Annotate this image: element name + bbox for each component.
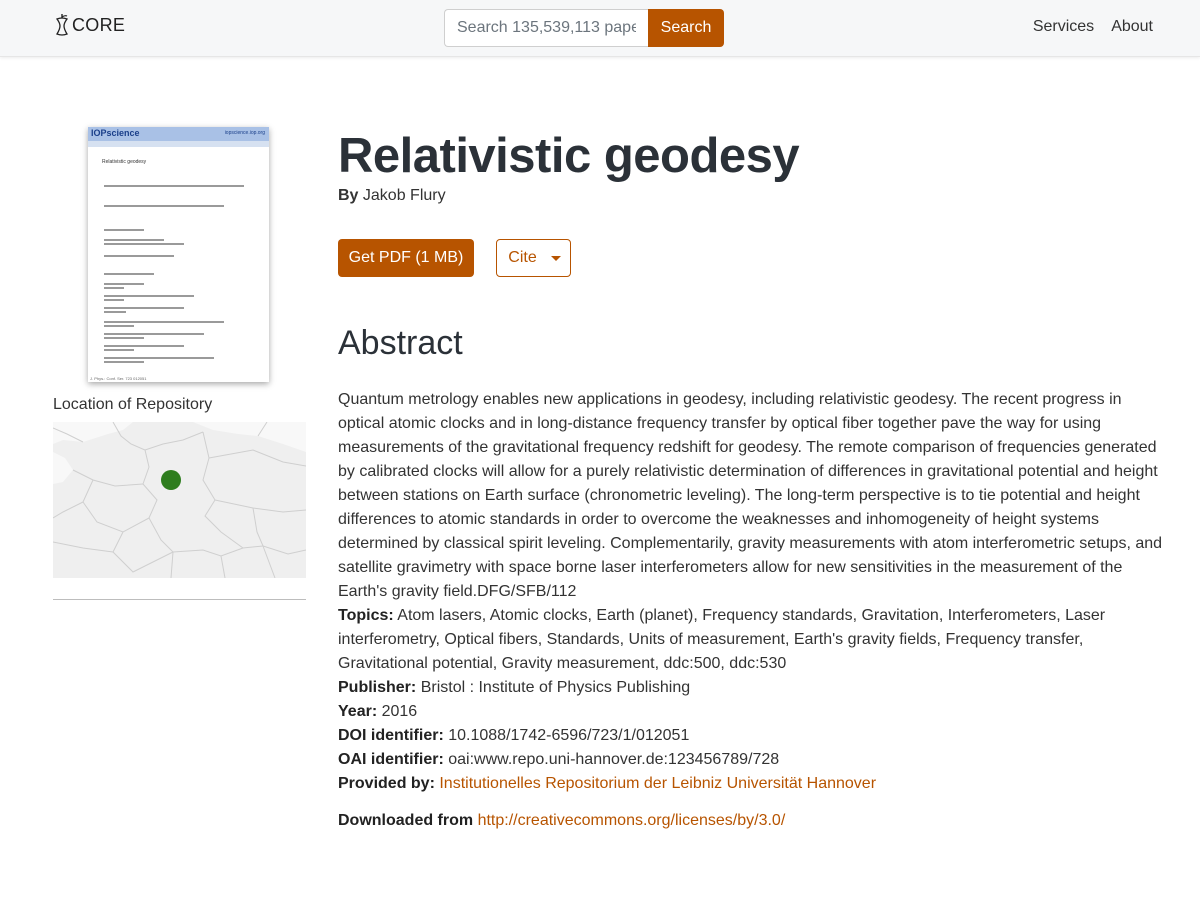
thumbnail-text-lines	[88, 127, 269, 382]
topics-value: Atom lasers, Atomic clocks, Earth (planet), Frequency standards, Gravitation, Interferometers, Laser interferometry, Optical fibers, Standards, Units of measurement, Earth's gravity fields, Frequency transfer, Gravitational potential, Gravity measurement, ddc:500, ddc:530	[338, 607, 1106, 672]
publisher-label: Publisher:	[338, 679, 417, 696]
doi-value: 10.1088/1742-6596/723/1/012051	[448, 727, 690, 744]
downloaded-from-link[interactable]: http://creativecommons.org/licenses/by/3.0/	[477, 812, 786, 829]
downloaded-from-label: Downloaded from	[338, 812, 474, 829]
sidebar-divider	[53, 599, 306, 600]
publisher-value: Bristol : Institute of Physics Publishing	[420, 679, 691, 696]
oai-value: oai:www.repo.uni-hannover.de:123456789/728	[448, 751, 780, 768]
provided-by-row	[338, 772, 1168, 796]
nav-about[interactable]: About	[1111, 18, 1153, 35]
cite-dropdown-button[interactable]	[496, 239, 571, 277]
cite-label: Cite	[508, 249, 537, 266]
caret-down-icon	[551, 256, 561, 261]
downloaded-from-row	[338, 812, 785, 830]
paper-title: Relativistic geodesy	[338, 129, 800, 183]
abstract-heading: Abstract	[338, 324, 463, 362]
apple-core-icon	[54, 13, 70, 37]
year-label: Year:	[338, 703, 378, 720]
search-button[interactable]: Search	[648, 9, 724, 47]
topics-row	[338, 604, 1168, 676]
provided-by-label: Provided by:	[338, 775, 435, 792]
core-logo[interactable]	[54, 13, 125, 37]
provided-by-link[interactable]: Institutionelles Repositorium der Leibniz Universität Hannover	[439, 775, 877, 792]
thumbnail-footer: J. Phys.: Conf. Ser. 723 012051	[90, 376, 147, 381]
repository-marker[interactable]	[161, 470, 181, 490]
topics-label: Topics:	[338, 607, 394, 624]
thumbnail-site: iopscience.iop.org	[224, 130, 265, 136]
logo-text: CORE	[72, 14, 126, 35]
map-svg	[53, 422, 306, 578]
top-navbar	[0, 0, 1200, 57]
doi-row	[338, 724, 1168, 748]
author-name[interactable]: Jakob Flury	[362, 187, 446, 204]
thumbnail-brand: IOPscience	[91, 128, 140, 138]
by-label: By	[338, 187, 359, 204]
publisher-row	[338, 676, 1168, 700]
pdf-thumbnail[interactable]	[88, 127, 269, 382]
get-pdf-button[interactable]: Get PDF (1 MB)	[338, 239, 474, 277]
search-form	[444, 9, 724, 47]
repository-location-map[interactable]	[53, 422, 306, 578]
search-input[interactable]	[444, 9, 648, 47]
location-of-repository-label: Location of Repository	[53, 396, 213, 413]
nav-services[interactable]: Services	[1032, 18, 1095, 35]
abstract-text: Quantum metrology enables new applications in geodesy, including relativistic geodesy. The recent progress in optical atomic clocks and in long-distance frequency transfer by optical fiber together pave the way for using measurements of the gravitational frequency redshift for geodesy. The remote comparison of frequencies generated by calibrated clocks will allow for a purely relativistic determination of differences in gravitational potential and height between stations on Earth surface (chronometric leveling). The long-term perspective is to tie potential and height differences to atomic standards in order to overcome the weaknesses and inhomogeneity of height systems determined by classical spirit leveling. Complementarily, gravity measurements with atom interferometric setups, and satellite gravimetry with space borne laser interferometers allow for new sensitivities in the measurement of the Earth's gravity field.DFG/SFB/112	[338, 391, 1163, 600]
thumbnail-doc-title: Relativistic geodesy	[102, 159, 147, 165]
doi-label: DOI identifier:	[338, 727, 444, 744]
oai-label: OAI identifier:	[338, 751, 444, 768]
year-value: 2016	[381, 703, 418, 720]
oai-row	[338, 748, 1168, 772]
main-nav	[1033, 18, 1153, 36]
byline	[338, 187, 446, 205]
year-row	[338, 700, 1168, 724]
paper-metadata	[338, 604, 1168, 796]
